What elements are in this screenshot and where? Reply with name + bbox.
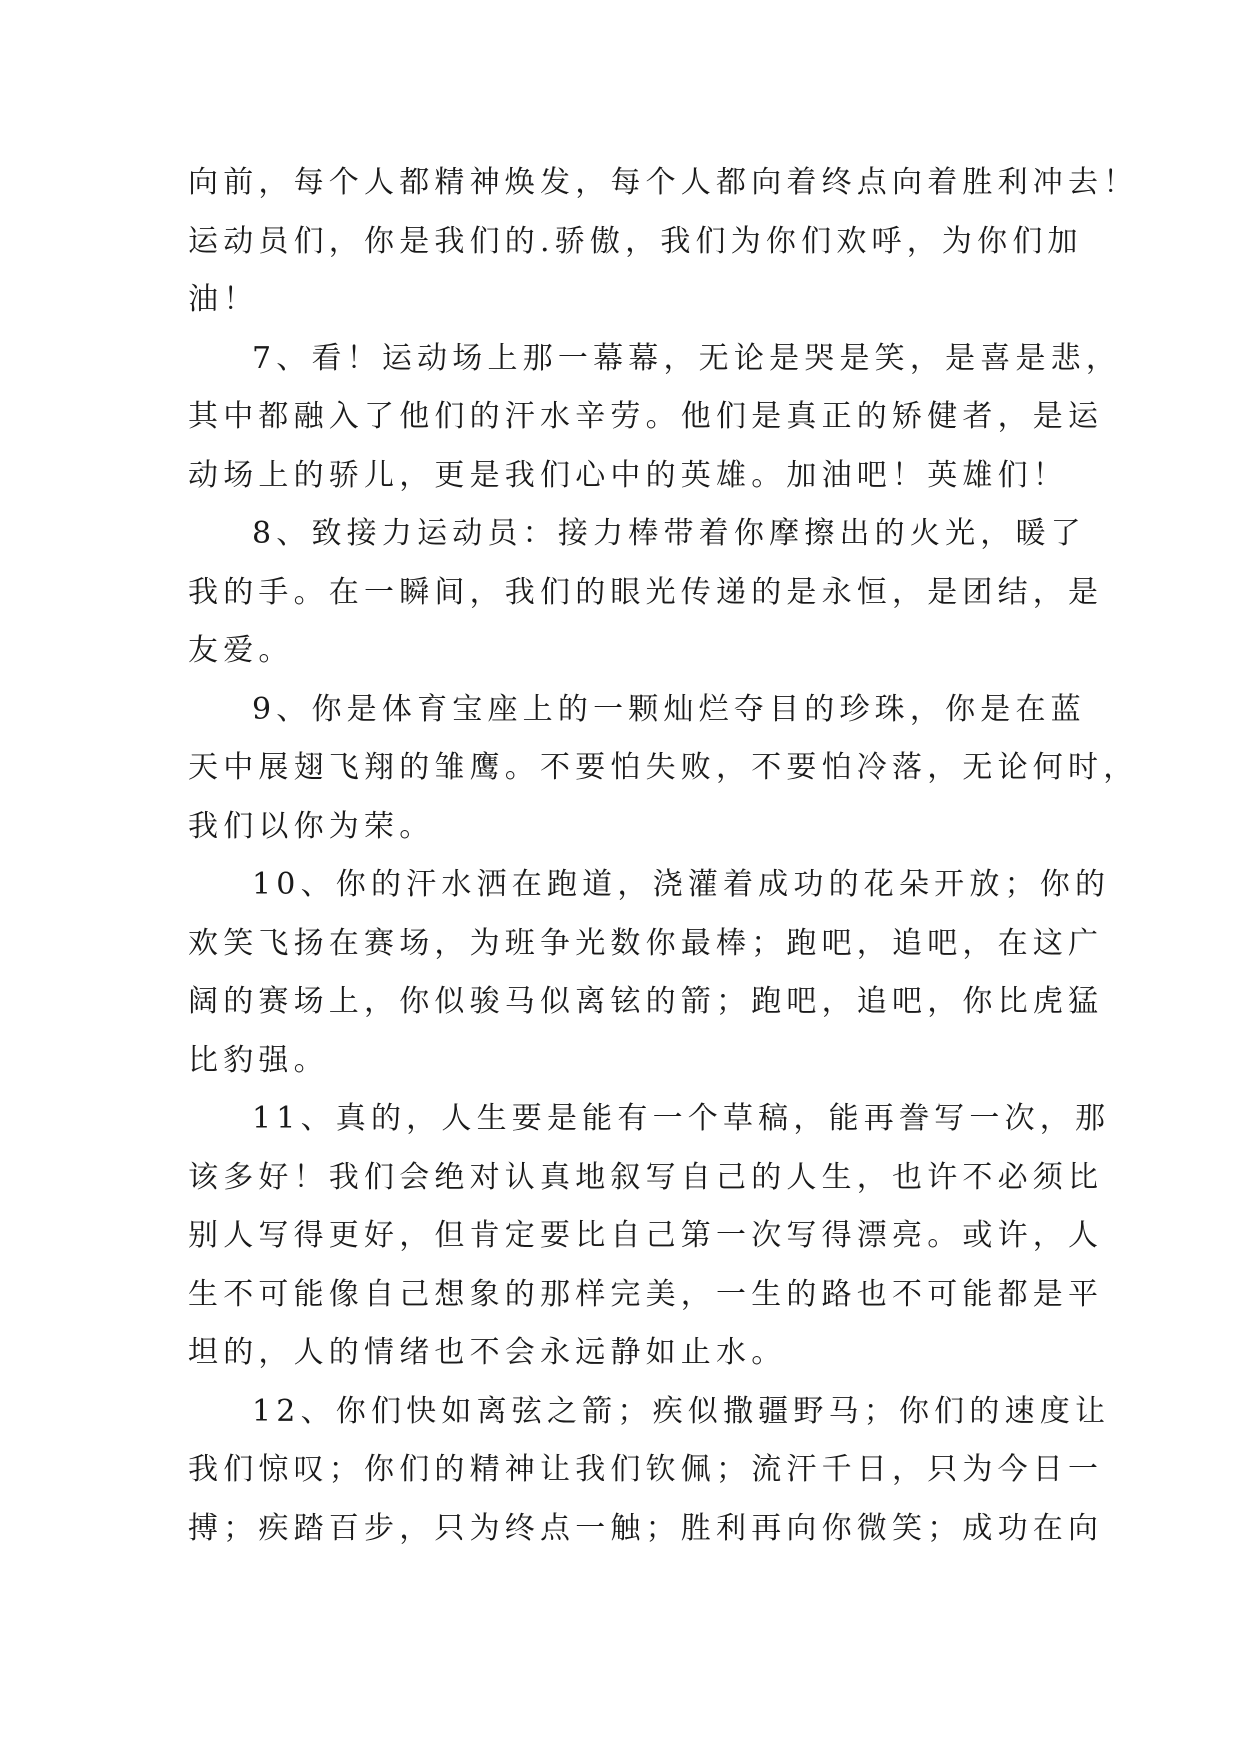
text-line: 7、看！运动场上那一幕幕，无论是哭是笑，是喜是悲，: [252, 340, 1122, 376]
paragraph-continuation: [188, 154, 1139, 330]
text-line: 该多好！我们会绝对认真地叙写自己的人生，也许不必须比: [188, 1159, 1104, 1195]
text-line: 12、你们快如离弦之箭；疾似撒疆野马；你们的速度让: [252, 1393, 1111, 1429]
text-line: 我的手。在一瞬间，我们的眼光传递的是永恒，是团结，是: [188, 574, 1104, 610]
paragraph-7: [188, 330, 1122, 506]
text-line: 欢笑飞扬在赛场，为班争光数你最棒；跑吧，追吧，在这广: [188, 925, 1104, 961]
document-body: [188, 154, 1139, 1558]
text-line: 友爱。: [188, 633, 294, 668]
text-line: 别人写得更好，但肯定要比自己第一次写得漂亮。或许，人: [188, 1218, 1104, 1253]
text-line: 9、你是体育宝座上的一颗灿烂夺目的珍珠，你是在蓝: [252, 691, 1086, 727]
text-line: 其中都融入了他们的汗水辛劳。他们是真正的矫健者，是运: [188, 399, 1104, 434]
paragraph-9: [188, 681, 1139, 857]
text-line: 动场上的骄儿，更是我们心中的英雄。加油吧！英雄们！: [188, 457, 1068, 493]
paragraph-11: [188, 1090, 1111, 1383]
text-line: 10、你的汗水洒在跑道，浇灌着成功的花朵开放；你的: [252, 867, 1111, 902]
text-line: 比豹强。: [188, 1042, 329, 1078]
text-line: 运动员们，你是我们的.骄傲，我们为你们欢呼，为你们加: [188, 223, 1083, 259]
text-line: 油！: [188, 282, 259, 317]
text-line: 我们以你为荣。: [188, 808, 435, 844]
text-line: 向前，每个人都精神焕发，每个人都向着终点向着胜利冲去！: [188, 165, 1139, 200]
text-line: 搏；疾踏百步，只为终点一触；胜利再向你微笑；成功在向: [188, 1510, 1104, 1546]
text-line: 11、真的，人生要是能有一个草稿，能再誊写一次，那: [252, 1101, 1111, 1136]
text-line: 生不可能像自己想象的那样完美，一生的路也不可能都是平: [188, 1276, 1104, 1312]
text-line: 我们惊叹；你们的精神让我们钦佩；流汗千日，只为今日一: [188, 1452, 1104, 1487]
text-line: 坦的，人的情绪也不会永远静如止水。: [188, 1335, 787, 1370]
paragraph-12: [188, 1383, 1111, 1559]
text-line: 天中展翅飞翔的雏鹰。不要怕失败，不要怕冷落，无论何时，: [188, 750, 1139, 785]
paragraph-10: [188, 856, 1111, 1090]
text-line: 阔的赛场上，你似骏马似离铉的箭；跑吧，追吧，你比虎猛: [188, 984, 1104, 1019]
paragraph-8: [188, 505, 1104, 681]
text-line: 8、致接力运动员：接力棒带着你摩擦出的火光，暖了: [252, 516, 1086, 551]
